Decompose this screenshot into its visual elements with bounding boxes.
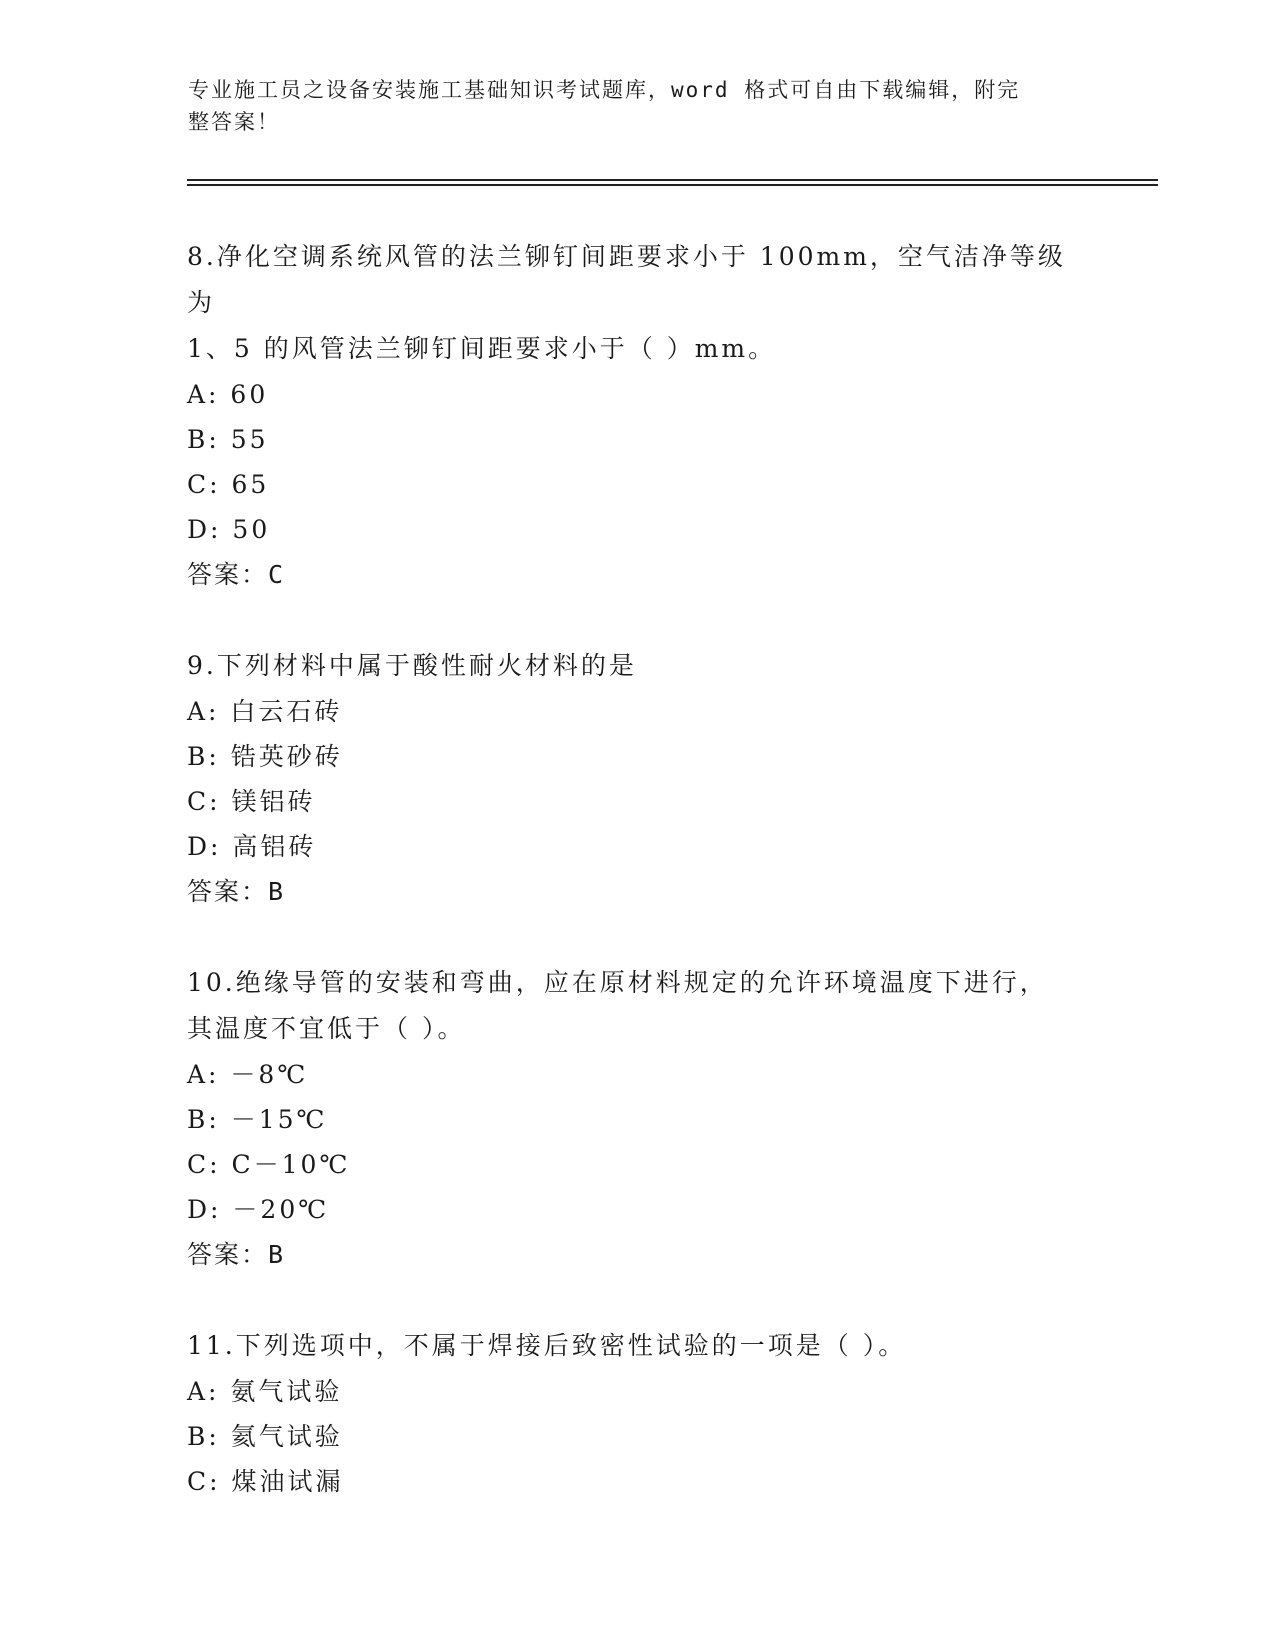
option-d: D: 高铝砖 (187, 832, 317, 861)
question-text-line: 10.绝缘导管的安装和弯曲，应在原材料规定的允许环境温度下进行， (187, 968, 1048, 997)
answer-text: 答案：C (187, 560, 286, 589)
header-divider-bottom (187, 184, 1158, 186)
document-header (188, 74, 1068, 138)
option-c: C: 65 (187, 470, 270, 499)
option-c: C: C－10℃ (187, 1150, 351, 1179)
header-line-1: 专业施工员之设备安装施工基础知识考试题库，word 格式可自由下载编辑，附完 (188, 78, 1021, 102)
question-text (187, 643, 1087, 689)
option-c: C: 镁铝砖 (187, 787, 316, 816)
question-item (187, 643, 1087, 914)
question-item (187, 234, 1087, 597)
question-item (187, 960, 1087, 1277)
option-a: A: 氨气试验 (187, 1377, 343, 1406)
question-list (187, 234, 1087, 1550)
option-a: A: 白云石砖 (187, 697, 343, 726)
option-b: B: 锆英砂砖 (187, 742, 343, 771)
answer-text: 答案：B (187, 1240, 286, 1269)
question-text-line: 其温度不宜低于（ ）。 (187, 1014, 466, 1043)
option-d: D: 50 (187, 515, 271, 544)
option-b: B: －15℃ (187, 1105, 328, 1134)
question-text-line: 1、5 的风管法兰铆钉间距要求小于（ ）mm。 (187, 334, 777, 363)
option-a: A: 60 (187, 380, 269, 409)
question-item (187, 1323, 1087, 1504)
question-text (187, 960, 1087, 1052)
question-text (187, 1323, 1087, 1369)
option-b: B: 氦气试验 (187, 1422, 343, 1451)
question-text-line: 9.下列材料中属于酸性耐火材料的是 (187, 651, 637, 680)
question-text (187, 234, 1087, 372)
question-text-line: 8.净化空调系统风管的法兰铆钉间距要求小于 100mm，空气洁净等级为 (187, 242, 1066, 317)
header-line-2: 整答案！ (188, 110, 280, 134)
option-c: C: 煤油试漏 (187, 1467, 344, 1496)
option-b: B: 55 (187, 425, 269, 454)
option-a: A: －8℃ (187, 1060, 309, 1089)
header-divider-top (187, 179, 1158, 181)
answer-text: 答案：B (187, 877, 286, 906)
option-d: D: －20℃ (187, 1195, 330, 1224)
question-text-line: 11.下列选项中，不属于焊接后致密性试验的一项是（ ）。 (187, 1331, 907, 1360)
